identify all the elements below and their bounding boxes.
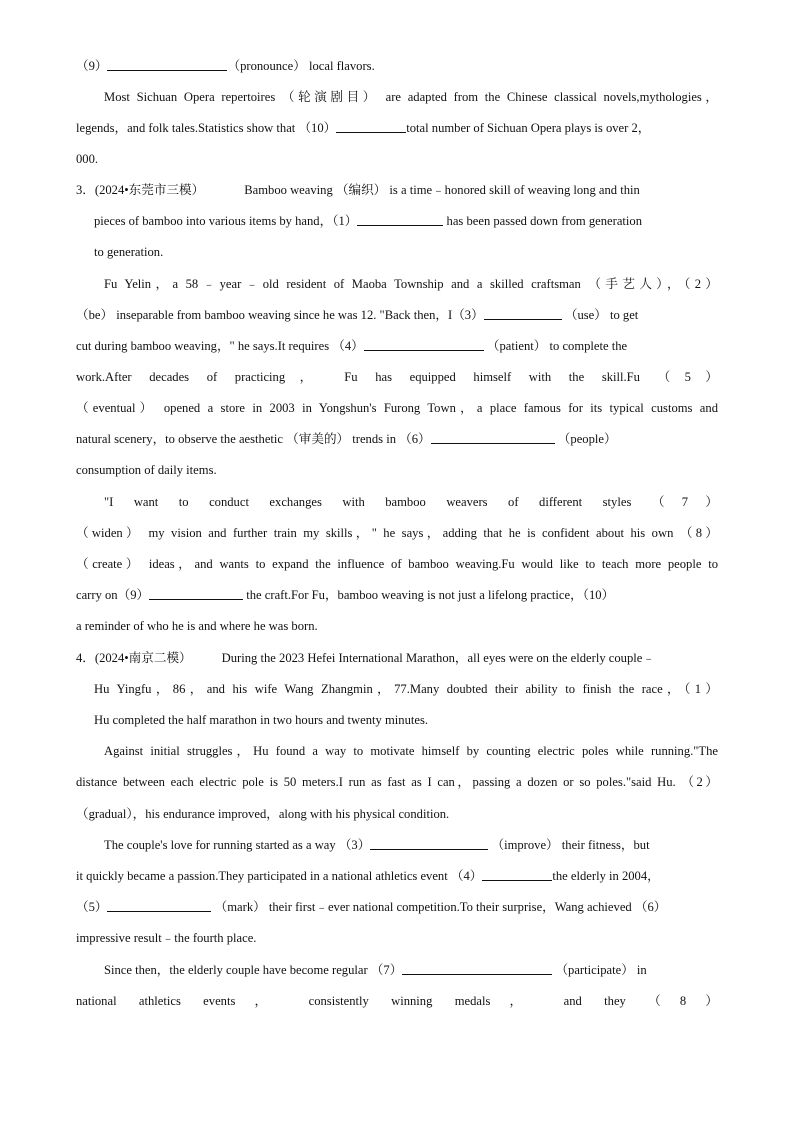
q4-p4-line2: national athletics events， consistently winning medals， and they （8） bbox=[76, 994, 718, 1008]
q4-p3-line4: impressive result﹣the fourth place. bbox=[76, 931, 257, 945]
q4-line3: Hu completed the half marathon in two hours and twenty minutes. bbox=[94, 713, 429, 727]
q2-para2-line3: 000. bbox=[76, 152, 99, 166]
q4-p2-line1: Against initial struggles，Hu found a way to motivate himself by counting electric poles while running."The bbox=[104, 744, 718, 758]
q3-line3: to generation. bbox=[94, 245, 164, 259]
q3-p2-line7: consumption of daily items. bbox=[76, 463, 217, 477]
q3-p3-line1: "I want to conduct exchanges with bamboo weavers of different styles （7） bbox=[104, 495, 718, 509]
q3-p2-line6: natural scenery，to observe the aesthetic （审美的） trends in （6） （people） bbox=[76, 432, 617, 446]
answer-blank[interactable] bbox=[431, 431, 555, 444]
q3-line2: pieces of bamboo into various items by hand，（1） has been passed down from generation bbox=[94, 214, 643, 228]
answer-blank[interactable] bbox=[107, 899, 211, 912]
line-text: （pronounce） local flavors. bbox=[227, 59, 375, 73]
answer-blank[interactable] bbox=[149, 587, 243, 600]
q3-p3-line5: a reminder of who he is and where he was born. bbox=[76, 619, 318, 633]
question-source: 3．(2024•东莞市三模） bbox=[76, 183, 205, 197]
q3-p2-line1: Fu Yelin，a 58﹣year﹣old resident of Maoba Township and a skilled craftsman （手艺人），（2） bbox=[104, 277, 718, 291]
q4-p2-line2: distance between each electric pole is 50 meters.I run as fast as I can，passing a dozen or so poles."said Hu. （2） bbox=[76, 775, 718, 789]
blank-number: （9） bbox=[76, 59, 108, 73]
answer-blank[interactable] bbox=[357, 213, 443, 226]
q3-p3-line2: （widen） my vision and further train my skills，" he says，adding that he is confident about his own （8） bbox=[76, 526, 718, 540]
q4-p3-line3: （5） （mark） their first﹣ever national competition.To their surprise，Wang achieved （6） bbox=[76, 900, 667, 914]
q3-p3-line4: carry on（9） the craft.For Fu，bamboo weaving is not just a lifelong practice，（10） bbox=[76, 588, 615, 602]
q4-p4-line1: Since then，the elderly couple have become regular （7） （participate） in bbox=[104, 963, 647, 977]
q2-line-9 bbox=[76, 58, 718, 74]
answer-blank[interactable] bbox=[482, 868, 552, 881]
q3-p2-line4: work.After decades of practicing， Fu has equipped himself with the skill.Fu （5） bbox=[76, 370, 718, 384]
q3-p3-line3: （create） ideas，and wants to expand the influence of bamboo weaving.Fu would like to teach more people to bbox=[76, 557, 718, 571]
answer-blank[interactable] bbox=[402, 962, 552, 975]
q3-p2-line5: （eventual） opened a store in 2003 in Yongshun's Furong Town，a place famous for its typical customs and bbox=[76, 401, 718, 415]
answer-blank[interactable] bbox=[370, 837, 488, 850]
q4-line2: Hu Yingfu，86，and his wife Wang Zhangmin，77.Many doubted their ability to finish the race，（1） bbox=[94, 682, 718, 696]
q4-heading-line: 4．(2024•南京二模） During the 2023 Hefei International Marathon，all eyes were on the elderly couple﹣ bbox=[76, 651, 655, 665]
q4-p3-line1: The couple's love for running started as a way （3） （improve） their fitness，but bbox=[104, 838, 650, 852]
q4-p3-line2: it quickly became a passion.They participated in a national athletics event （4） the elderly in 2004， bbox=[76, 869, 660, 883]
answer-blank[interactable] bbox=[484, 307, 562, 320]
answer-blank[interactable] bbox=[336, 120, 406, 133]
answer-blank[interactable] bbox=[364, 338, 484, 351]
q3-p2-line2: （be） inseparable from bamboo weaving since he was 12. "Back then，I（3） （use） to get bbox=[76, 308, 639, 322]
q2-para2-line1: Most Sichuan Opera repertoires （轮演剧目） are adapted from the Chinese classical novels,mythologies， bbox=[104, 90, 718, 104]
answer-blank[interactable] bbox=[107, 58, 227, 71]
q2-para2-line2: legends，and folk tales.Statistics show that （10） total number of Sichuan Opera plays is over 2， bbox=[76, 121, 651, 135]
q3-heading-line: 3．(2024•东莞市三模） Bamboo weaving （编织） is a time﹣honored skill of weaving long and thin bbox=[76, 183, 640, 197]
q3-p2-line3: cut during bamboo weaving，" he says.It requires （4） （patient） to complete the bbox=[76, 339, 628, 353]
question-source: 4．(2024•南京二模） bbox=[76, 651, 192, 665]
q4-p2-line3: （gradual），his endurance improved，along with his physical condition. bbox=[76, 807, 450, 821]
